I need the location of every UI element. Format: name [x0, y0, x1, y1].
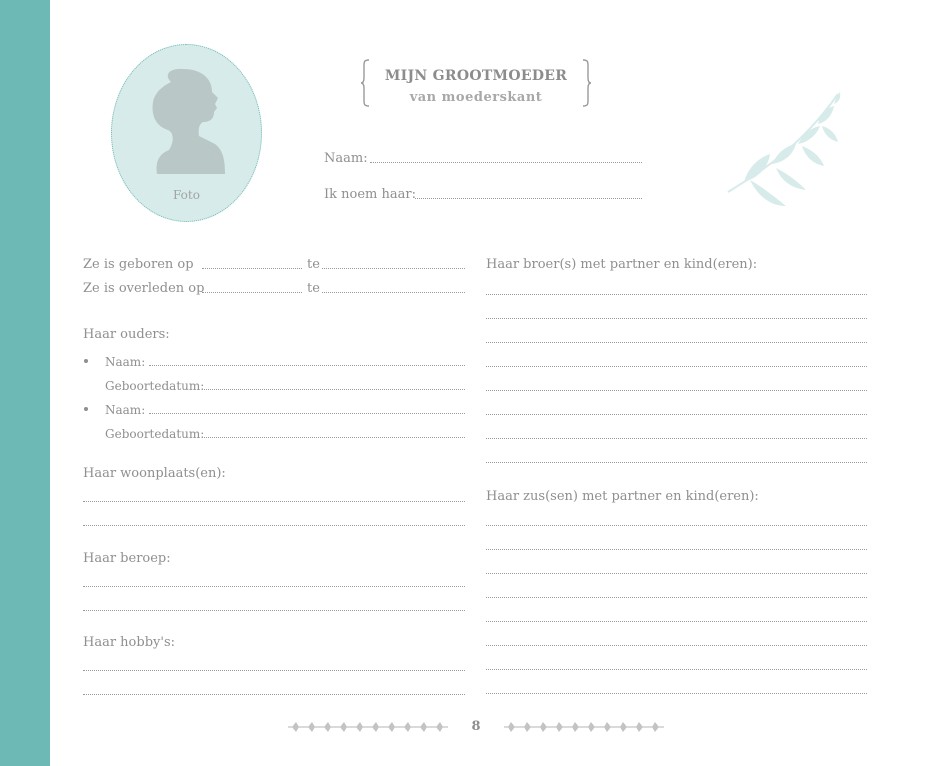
parent1-name-field[interactable]: [149, 365, 465, 366]
profession-line[interactable]: [83, 610, 465, 611]
parent2-name-label: Naam:: [105, 403, 146, 417]
died-place-label: te: [307, 281, 320, 296]
parent2-name-field[interactable]: [149, 413, 465, 414]
hobbies-line[interactable]: [83, 670, 465, 671]
bullet-1: [84, 359, 88, 363]
sisters-line[interactable]: [486, 693, 867, 694]
leaf-branch-icon: [720, 88, 850, 213]
sisters-line[interactable]: [486, 621, 867, 622]
brothers-line[interactable]: [486, 462, 867, 463]
page-title: MIJN GROOTMOEDER: [384, 68, 568, 84]
name-label: Naam:: [324, 151, 368, 166]
laurel-ornament-icon: [502, 718, 666, 736]
brothers-line[interactable]: [486, 318, 867, 319]
born-date-field[interactable]: [202, 268, 302, 269]
sisters-line[interactable]: [486, 669, 867, 670]
title-block: [360, 58, 592, 106]
died-date-field[interactable]: [202, 292, 302, 293]
brothers-line[interactable]: [486, 294, 867, 295]
sisters-line[interactable]: [486, 549, 867, 550]
brothers-line[interactable]: [486, 390, 867, 391]
sisters-line[interactable]: [486, 573, 867, 574]
nickname-field[interactable]: [415, 198, 642, 199]
brothers-line[interactable]: [486, 414, 867, 415]
parent1-birthdate-field[interactable]: [202, 389, 465, 390]
sisters-line[interactable]: [486, 525, 867, 526]
residence-line[interactable]: [83, 501, 465, 502]
laurel-ornament-icon: [286, 718, 450, 736]
hobbies-line[interactable]: [83, 694, 465, 695]
born-place-field[interactable]: [322, 268, 465, 269]
died-label: Ze is overleden op: [83, 281, 205, 296]
sisters-line[interactable]: [486, 597, 867, 598]
died-place-field[interactable]: [322, 292, 465, 293]
brothers-line[interactable]: [486, 342, 867, 343]
parent1-name-label: Naam:: [105, 355, 146, 369]
born-place-label: te: [307, 257, 320, 272]
hobbies-label: Haar hobby's:: [83, 635, 175, 650]
page-number: 8: [471, 719, 481, 734]
nickname-label: Ik noem haar:: [324, 187, 416, 202]
parent2-birthdate-label: Geboortedatum:: [105, 427, 205, 441]
residence-label: Haar woonplaats(en):: [83, 466, 226, 481]
brothers-line[interactable]: [486, 438, 867, 439]
page-subtitle: van moederskant: [409, 90, 543, 105]
born-label: Ze is geboren op: [83, 257, 194, 272]
parent2-birthdate-field[interactable]: [202, 437, 465, 438]
brothers-line[interactable]: [486, 366, 867, 367]
parent1-birthdate-label: Geboortedatum:: [105, 379, 205, 393]
sidebar-color-band: [0, 0, 50, 766]
parents-label: Haar ouders:: [83, 327, 170, 342]
name-field[interactable]: [370, 162, 642, 163]
profession-label: Haar beroep:: [83, 551, 171, 566]
sisters-line[interactable]: [486, 645, 867, 646]
bullet-2: [84, 407, 88, 411]
sisters-label: Haar zus(sen) met partner en kind(eren):: [486, 489, 759, 504]
residence-line[interactable]: [83, 525, 465, 526]
brothers-label: Haar broer(s) met partner en kind(eren):: [486, 257, 758, 272]
profession-line[interactable]: [83, 586, 465, 587]
photo-label: Foto: [173, 188, 200, 202]
